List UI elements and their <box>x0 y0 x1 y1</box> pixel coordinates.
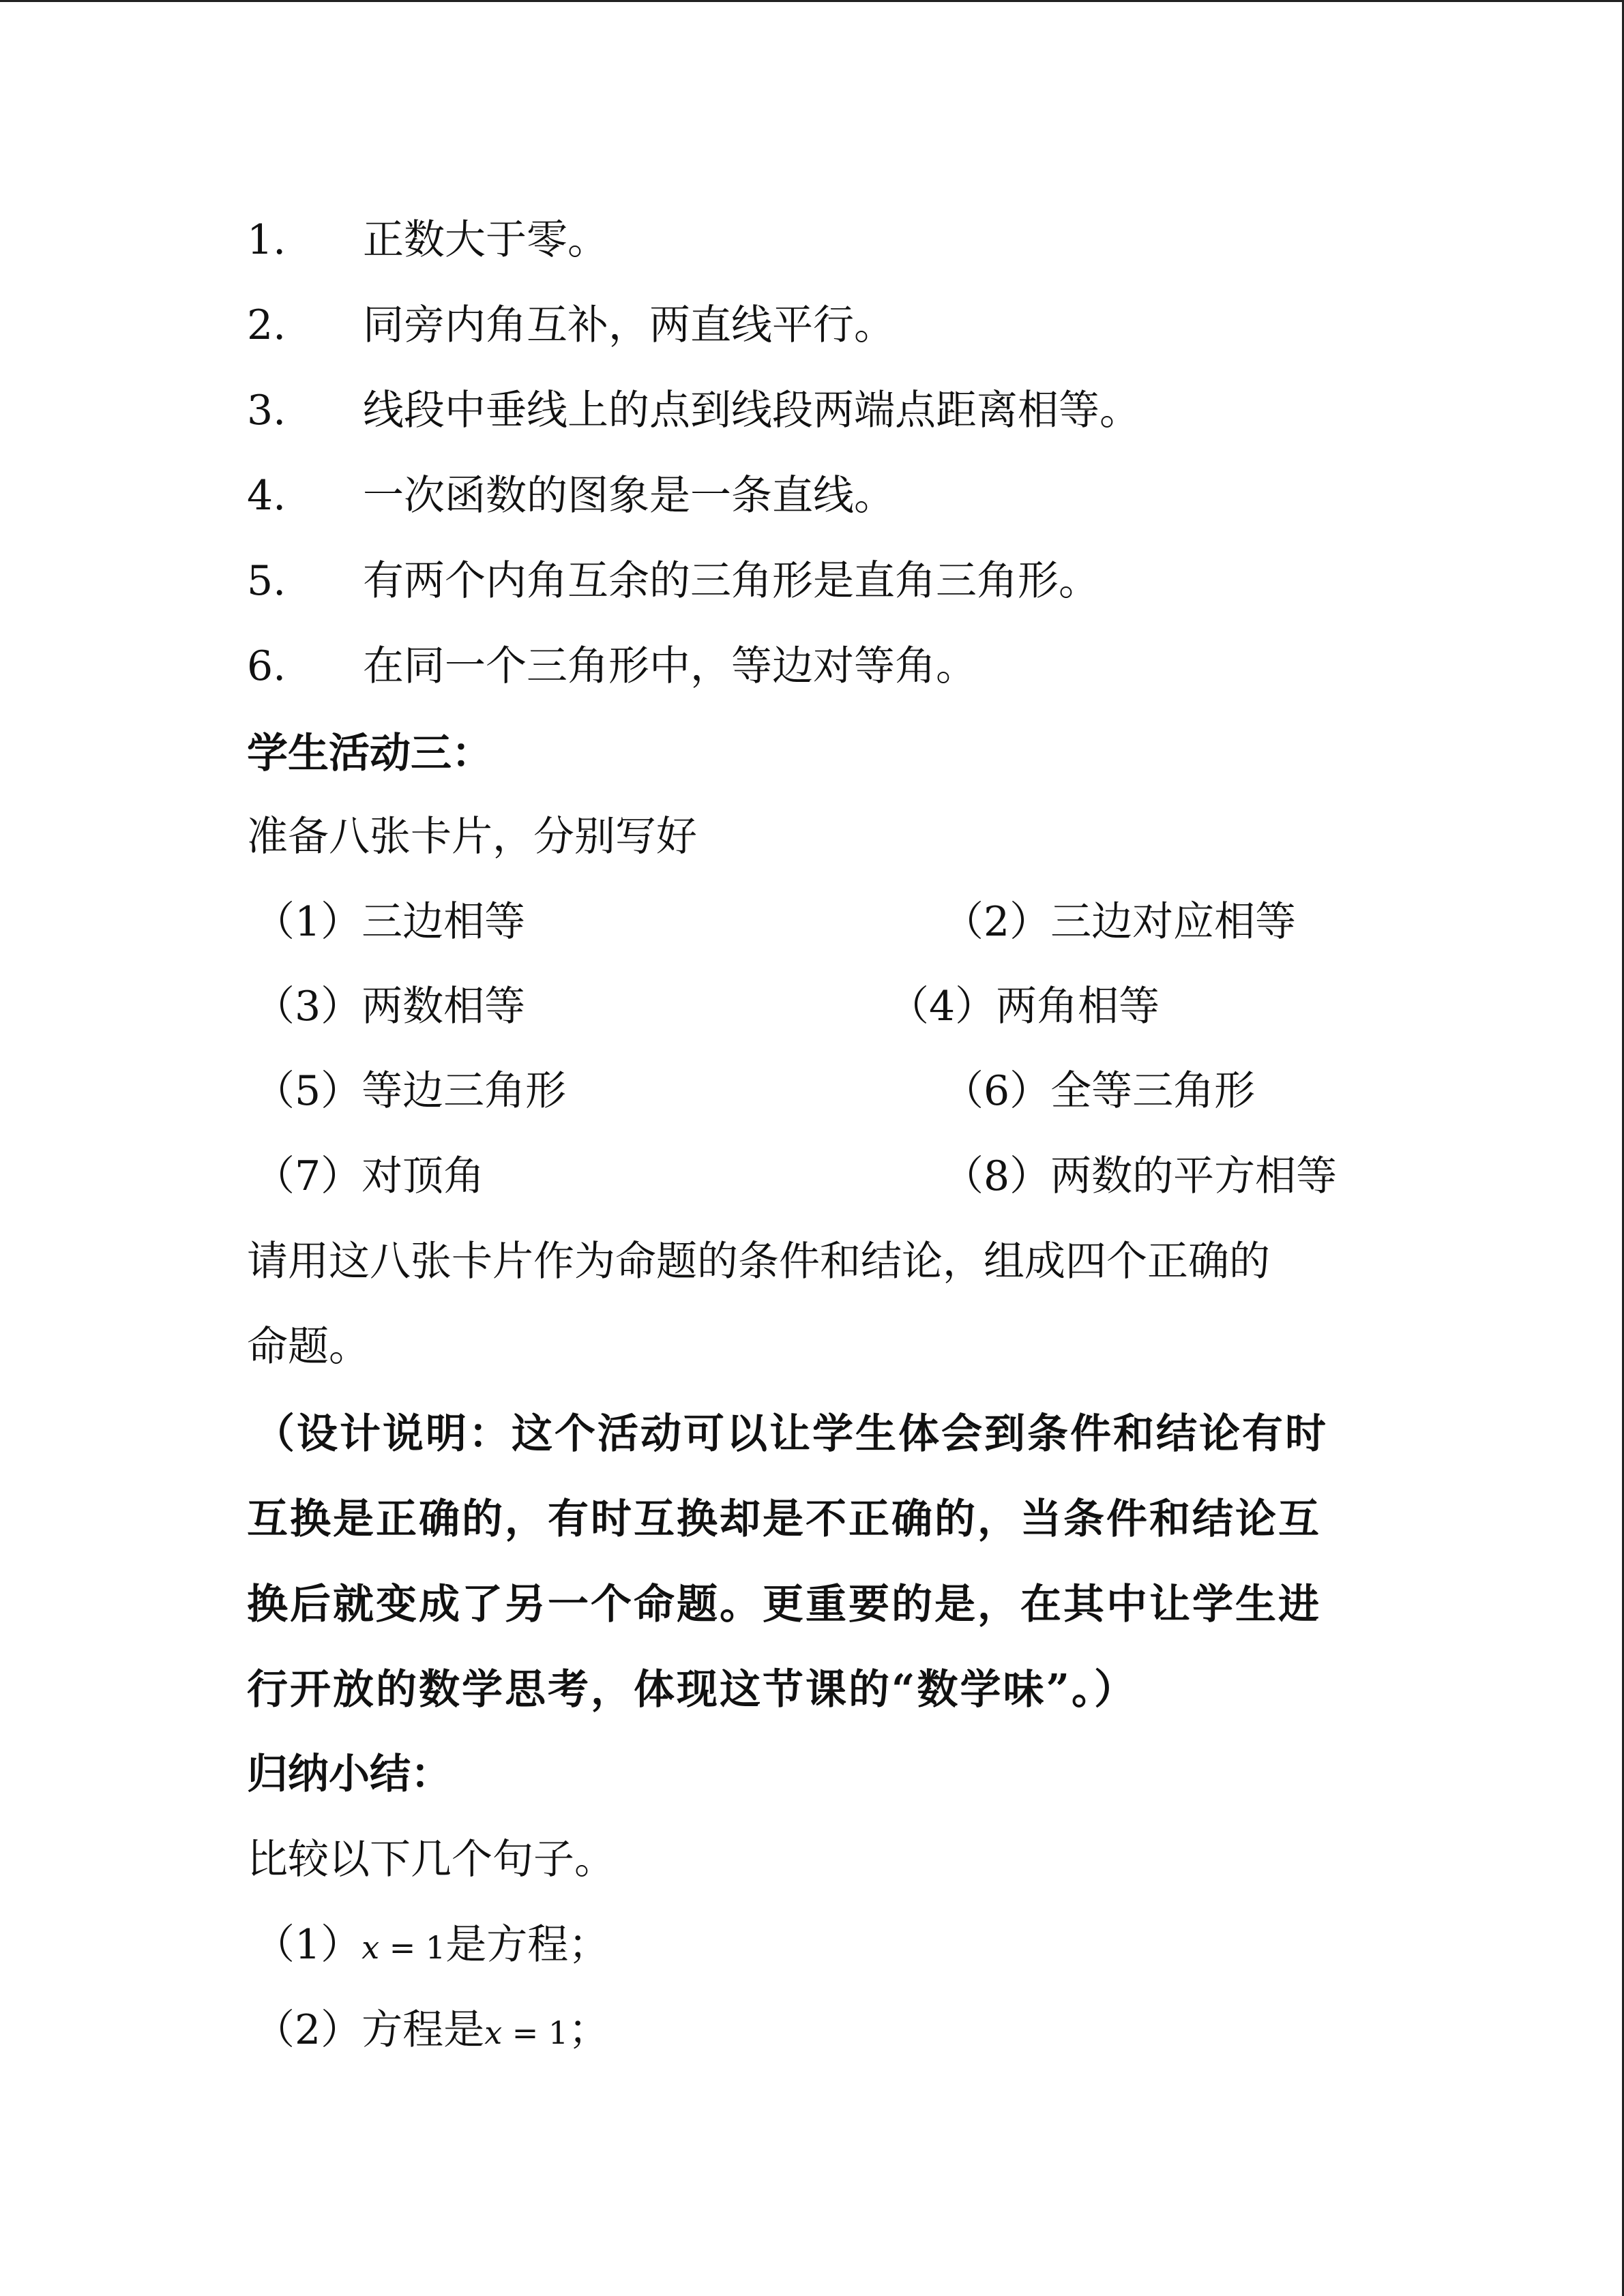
card-5: （5）等边三角形 <box>254 1067 567 1115</box>
list-number: 3. <box>247 387 286 434</box>
activity-heading: 学生活动三： <box>247 730 492 777</box>
summary-heading: 归纳小结： <box>247 1750 452 1798</box>
page-border-top <box>0 0 1624 2</box>
list-text: 在同一个三角形中，等边对等角。 <box>363 642 977 690</box>
activity-intro: 准备八张卡片，分别写好 <box>247 813 697 861</box>
activity-task-line1: 请用这八张卡片作为命题的条件和结论，组成四个正确的 <box>247 1238 1270 1285</box>
list-text: 正数大于零。 <box>363 216 608 264</box>
card-3: （3）两数相等 <box>254 983 526 1030</box>
sentence-1-suffix: 是方程； <box>445 1921 610 1969</box>
design-note-line3: 换后就变成了另一个命题。更重要的是，在其中让学生进 <box>247 1581 1321 1628</box>
card-7: （7）对顶角 <box>254 1152 485 1200</box>
card-2: （2）三边对应相等 <box>943 898 1297 946</box>
list-number: 2. <box>247 301 286 349</box>
math-equation: = 1 <box>502 2014 569 2051</box>
design-note-line4: 行开放的数学思考，体现这节课的“数学味”。） <box>247 1666 1138 1714</box>
card-6: （6）全等三角形 <box>943 1067 1256 1115</box>
list-text: 一次函数的图象是一条直线。 <box>363 472 895 520</box>
sentence-2-suffix: ； <box>568 2006 610 2054</box>
math-variable: x <box>361 1929 380 1966</box>
activity-task-line2: 命题。 <box>247 1323 370 1371</box>
design-note-line1: （设计说明：这个活动可以让学生体会到条件和结论有时 <box>254 1410 1328 1458</box>
list-number: 6. <box>247 642 286 690</box>
list-number: 1. <box>247 216 286 264</box>
list-number: 4. <box>247 472 286 520</box>
card-4: （4）两角相等 <box>888 983 1160 1030</box>
list-text: 有两个内角互余的三角形是直角三角形。 <box>363 557 1099 605</box>
sentence-2-prefix: （2）方程是 <box>254 2006 485 2054</box>
summary-intro: 比较以下几个句子。 <box>247 1836 615 1883</box>
math-variable: x <box>484 2014 503 2051</box>
card-1: （1）三边相等 <box>254 898 526 946</box>
design-note-line2: 互换是正确的，有时互换却是不正确的，当条件和结论互 <box>247 1495 1321 1543</box>
sentence-1-prefix: （1） <box>254 1921 362 1969</box>
sentence-1 <box>254 1918 609 1972</box>
list-text: 线段中垂线上的点到线段两端点距离相等。 <box>363 387 1140 434</box>
sentence-2 <box>254 2003 609 2057</box>
card-8: （8）两数的平方相等 <box>943 1152 1338 1200</box>
list-number: 5. <box>247 557 286 605</box>
list-text: 同旁内角互补，两直线平行。 <box>363 301 895 349</box>
math-equation: = 1 <box>379 1929 446 1966</box>
